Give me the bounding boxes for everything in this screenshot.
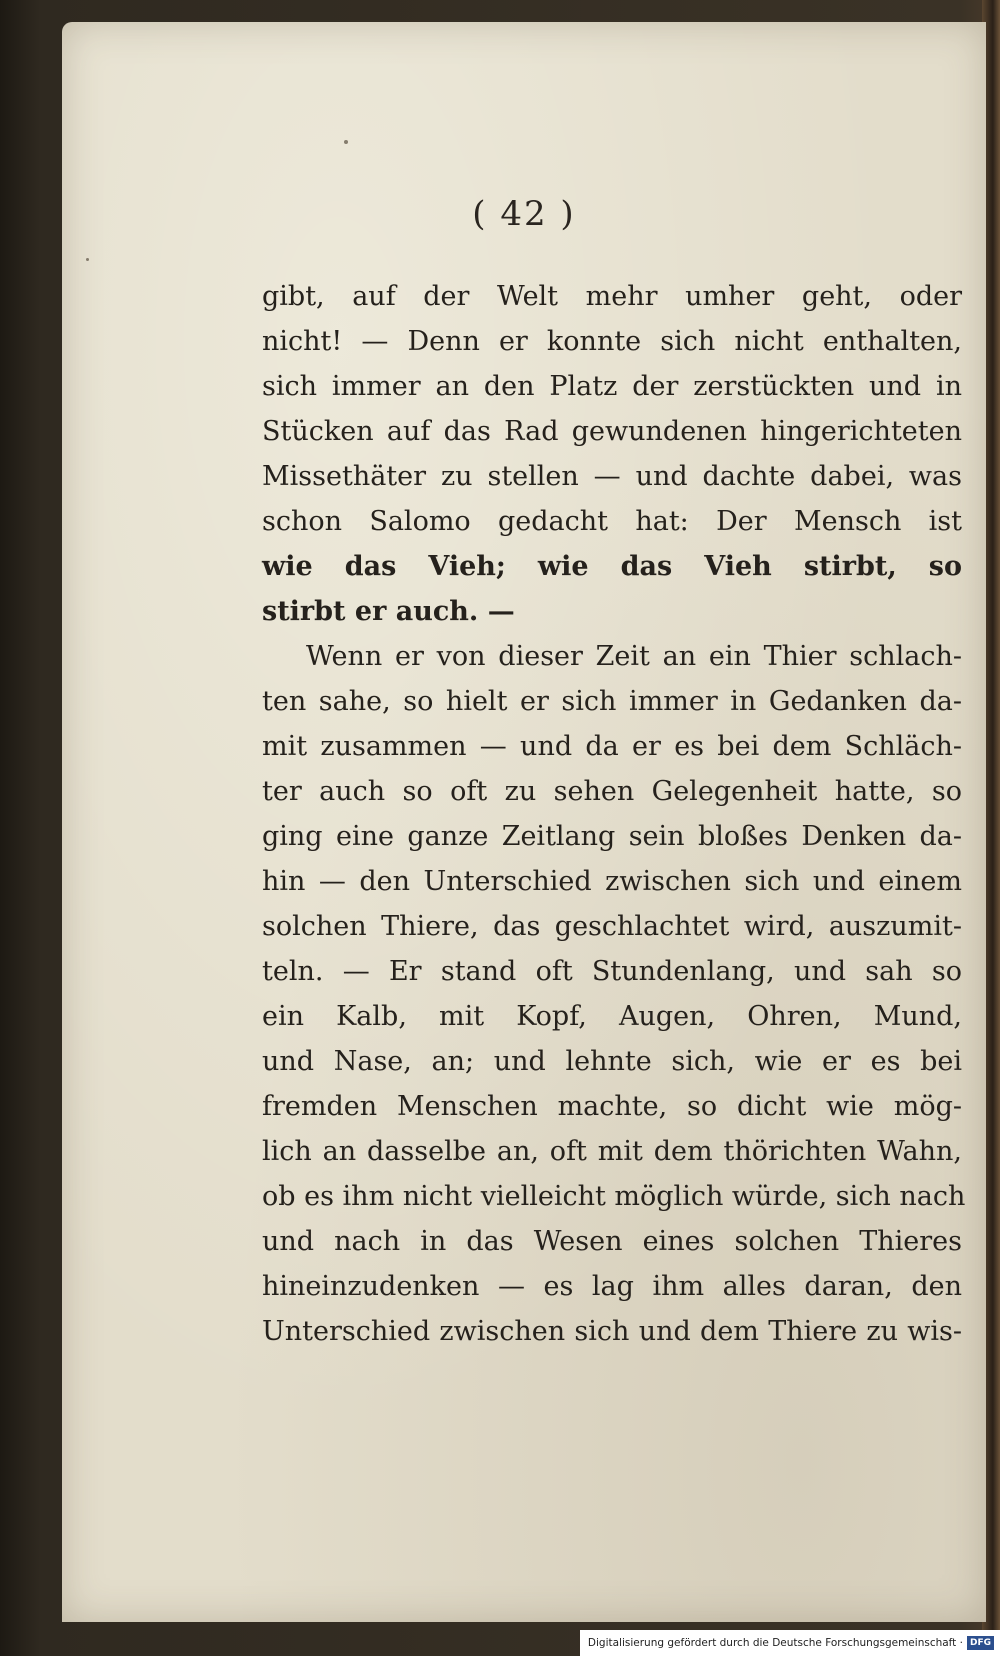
text-line: wie das Vieh; wie das Vieh stirbt, so xyxy=(262,551,962,582)
dfg-logo-icon: DFG xyxy=(967,1636,994,1650)
text-line: Wenn er von dieser Zeit an ein Thier schlach- xyxy=(306,641,962,672)
text-line: gibt, auf der Welt mehr umher geht, oder xyxy=(262,281,962,312)
body-text xyxy=(262,274,966,1354)
text-line: hin — den Unterschied zwischen sich und einem xyxy=(262,866,962,897)
page-number-header: ( 42 ) xyxy=(472,194,576,234)
text-line: ten sahe, so hielt er sich immer in Gedanken da- xyxy=(262,686,962,717)
text-line: schon Salomo gedacht hat: Der Mensch ist xyxy=(262,506,962,537)
text-line: Stücken auf das Rad gewundenen hingerichteten xyxy=(262,416,962,447)
book-page xyxy=(62,22,986,1622)
text-line: und nach in das Wesen eines solchen Thieres xyxy=(262,1226,962,1257)
paper-speck xyxy=(86,258,89,261)
credit-text: Digitalisierung gefördert durch die Deutsche Forschungsgemeinschaft · xyxy=(587,1637,963,1649)
text-line: nicht! — Denn er konnte sich nicht enthalten, xyxy=(262,326,962,357)
text-line: teln. — Er stand oft Stundenlang, und sah so xyxy=(262,956,962,987)
text-line: ging eine ganze Zeitlang sein bloßes Denken da- xyxy=(262,821,962,852)
text-line: Unterschied zwischen sich und dem Thiere zu wis- xyxy=(262,1316,962,1347)
text-line: fremden Menschen machte, so dicht wie mög- xyxy=(262,1091,962,1122)
text-line: mit zusammen — und da er es bei dem Schläch- xyxy=(262,731,962,762)
digitization-credit xyxy=(580,1630,1000,1656)
text-line: Missethäter zu stellen — und dachte dabei, was xyxy=(262,461,962,492)
text-line: sich immer an den Platz der zerstückten und in xyxy=(262,371,962,402)
text-line: hineinzudenken — es lag ihm alles daran, den xyxy=(262,1271,962,1302)
text-line: solchen Thiere, das geschlachtet wird, auszumit- xyxy=(262,911,962,942)
text-line: lich an dasselbe an, oft mit dem thörichten Wahn, xyxy=(262,1136,962,1167)
paper-speck xyxy=(344,140,348,144)
text-line: ein Kalb, mit Kopf, Augen, Ohren, Mund, xyxy=(262,1001,962,1032)
text-line: stirbt er auch. — xyxy=(262,596,515,627)
text-line: ob es ihm nicht vielleicht möglich würde, sich nach xyxy=(262,1181,966,1212)
text-line: und Nase, an; und lehnte sich, wie er es bei xyxy=(262,1046,962,1077)
text-line: ter auch so oft zu sehen Gelegenheit hatte, so xyxy=(262,776,962,807)
